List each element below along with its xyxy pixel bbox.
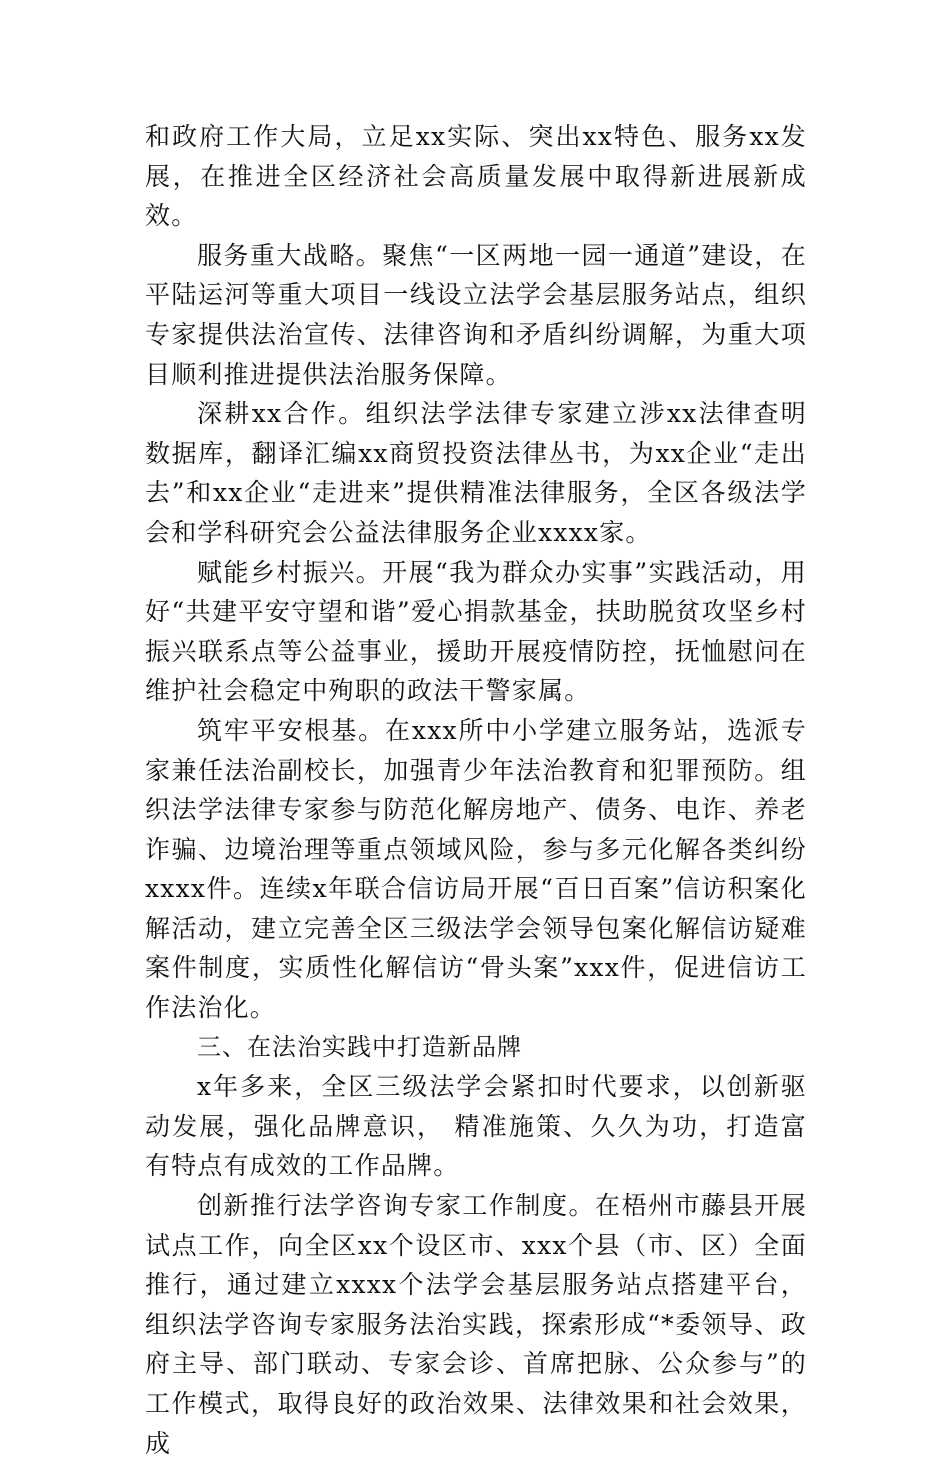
paragraph-safety-foundation: 筑牢平安根基。在xxx所中小学建立服务站，选派专家兼任法治副校长，加强青少年法治教育和犯罪预防。组织法学法律专家参与防范化解房地产、债务、电诈、养老诈骗、边境治理等重点领域风险，参与多元化解各类纠纷xxxx件。连续x年联合信访局开展“百日百案”信访积案化解活动，建立完善全区三级法学会领导包案化解信访疑难案件制度，实质性化解信访“骨头案”xxx件，促进信访工作法治化。 — [145, 715, 807, 1023]
document-body — [145, 117, 807, 1463]
paragraph-major-strategy: 服务重大战略。聚焦“一区两地一园一通道”建设，在平陆运河等重大项目一线设立法学会基层服务站点，组织专家提供法治宣传、法律咨询和矛盾纠纷调解，为重大项目顺利推进提供法治服务保障。 — [145, 240, 807, 389]
paragraph-expert-system: 创新推行法学咨询专家工作制度。在梧州市藤县开展试点工作，向全区xx个设区市、xxx个县（市、区）全面推行，通过建立xxxx个法学会基层服务站点搭建平台，组织法学咨询专家服务法治实践，探索形成“*委领导、政府主导、部门联动、专家会诊、首席把脉、公众参与”的工作模式，取得良好的政治效果、法律效果和社会效果，成 — [145, 1191, 807, 1458]
paragraph-continuation: 和政府工作大局，立足xx实际、突出xx特色、服务xx发展，在推进全区经济社会高质量发展中取得新进展新成效。 — [145, 122, 807, 231]
section-heading: 三、在法治实践中打造新品牌 — [197, 1032, 522, 1061]
paragraph-brand-intro: x年多来，全区三级法学会紧扣时代要求，以创新驱动发展，强化品牌意识， 精准施策、久久为功，打造富有特点有成效的工作品牌。 — [145, 1072, 807, 1181]
paragraph-cooperation: 深耕xx合作。组织法学法律专家建立涉xx法律查明数据库，翻译汇编xx商贸投资法律丛书，为xx企业“走出去”和xx企业“走进来”提供精准法律服务，全区各级法学会和学科研究会公益法律服务企业xxxx家。 — [145, 399, 807, 547]
paragraph-rural-revitalization: 赋能乡村振兴。开展“我为群众办实事”实践活动，用好“共建平安守望和谐”爱心捐款基金，扶助脱贫攻坚乡村振兴联系点等公益事业，援助开展疫情防控，抚恤慰问在维护社会稳定中殉职的政法干警家属。 — [145, 557, 807, 706]
